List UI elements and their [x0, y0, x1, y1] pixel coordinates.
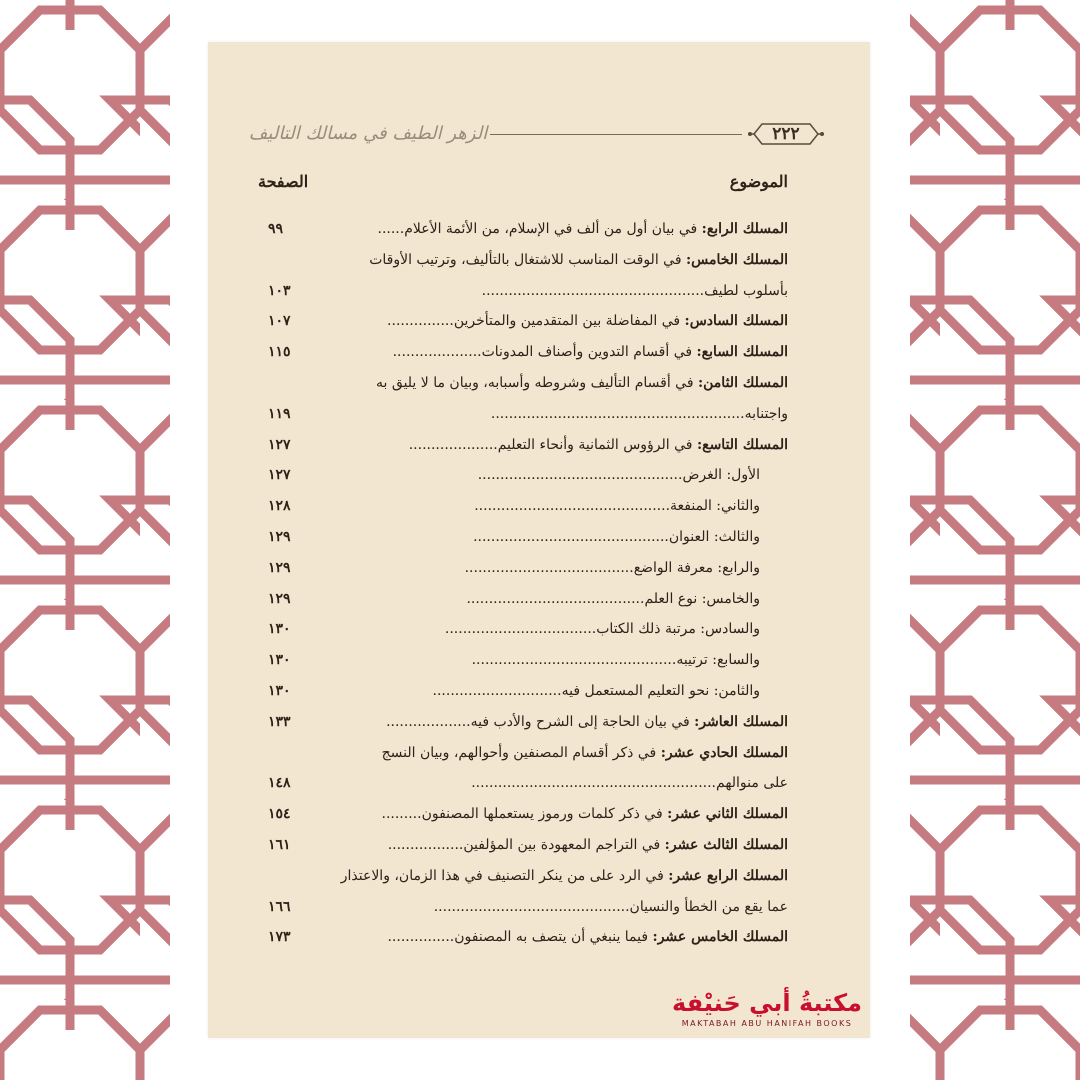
toc-entry-title	[471, 768, 788, 799]
toc-leader-dots: ....................	[408, 436, 498, 453]
toc-leader-dots: ..................................................	[481, 282, 705, 299]
toc-entry-title	[341, 861, 788, 892]
toc-entry-label: المسلك الثاني عشر:	[667, 806, 788, 823]
toc-page-number: ١٧٣	[268, 929, 291, 946]
toc-entry-title	[491, 399, 788, 430]
toc-entry-title	[393, 337, 788, 368]
toc-entry	[268, 614, 788, 645]
toc-entry	[268, 522, 788, 553]
toc-entry-label: المسلك التاسع:	[696, 436, 788, 453]
toc-entry	[268, 368, 788, 399]
toc-entry	[268, 306, 788, 337]
toc-entry-text: فيما ينبغي أن يتصف به المصنفون	[454, 929, 653, 946]
toc-entry	[268, 768, 788, 799]
toc-entry-title	[378, 214, 789, 245]
toc-entry-label: المسلك الرابع عشر:	[668, 867, 788, 884]
toc-entry-title	[369, 245, 788, 276]
toc-entry	[268, 214, 788, 245]
toc-entry-label: المسلك السادس:	[684, 313, 788, 330]
toc-entry	[268, 399, 788, 430]
toc-entry-title	[376, 368, 788, 399]
toc-page-number: ١٢٨	[268, 498, 291, 515]
toc-page-number: ١٢٩	[268, 590, 291, 607]
toc-leader-dots: ....................	[392, 344, 482, 361]
toc-entry-title	[433, 676, 760, 707]
toc-entry-label: المسلك السابع:	[696, 344, 788, 361]
column-headers	[258, 172, 788, 198]
header-rule	[490, 134, 742, 135]
toc-page-number: ١٣٣	[268, 713, 291, 730]
topic-column-header: الموضوع	[729, 172, 788, 191]
toc-entry	[268, 892, 788, 923]
toc-entry-title	[386, 707, 788, 738]
toc-entry-title	[409, 430, 788, 461]
toc-leader-dots: ............................................	[433, 898, 630, 915]
publisher-name-english: MAKTABAH ABU HANIFAH BOOKS	[681, 1019, 853, 1028]
toc-entry-title	[474, 491, 760, 522]
running-title: الزهر الطيف في مسالك التاليف	[248, 123, 488, 144]
toc-entry-label: المسلك الرابع:	[701, 221, 788, 237]
toc-entry-title	[388, 830, 788, 861]
right-geometric-pattern	[910, 0, 1080, 1080]
toc-leader-dots: ......................................	[464, 559, 634, 576]
toc-entry	[268, 922, 788, 953]
toc-entry	[268, 861, 788, 892]
publisher-name-arabic: مكتبةُ أبي حَنيْفة	[672, 989, 862, 1017]
toc-leader-dots: ..............................................	[477, 467, 683, 484]
toc-entry-text: في أقسام التدوين وأصناف المدونات	[481, 344, 697, 361]
table-of-contents	[268, 214, 788, 953]
toc-entry-text: في التراجم المعهودة بين المؤلفين	[463, 836, 665, 853]
toc-entry-text: في بيان الحاجة إلى الشرح والأدب فيه	[470, 713, 695, 730]
toc-entry-text: والثاني: المنفعة	[670, 498, 760, 515]
toc-page-number: ١٦١	[268, 836, 291, 853]
toc-page-number: ١٤٨	[268, 775, 291, 792]
toc-entry	[268, 707, 788, 738]
toc-entry-title	[472, 645, 760, 676]
publisher-logo	[672, 988, 862, 1030]
book-page	[208, 42, 870, 1038]
toc-entry-text: والخامس: نوع العلم	[644, 590, 760, 607]
toc-entry	[268, 645, 788, 676]
left-geometric-pattern	[0, 0, 170, 1080]
toc-entry-text: والسادس: مرتبة ذلك الكتاب	[596, 621, 760, 638]
toc-entry	[268, 491, 788, 522]
toc-entry-text: والرابع: معرفة الواضع	[633, 559, 760, 576]
toc-entry-text: في بيان أول من ألف في الإسلام، من الأئمة الأعلام	[404, 221, 702, 237]
toc-page-number: ١٠٧	[268, 313, 291, 330]
page-number-ornament	[746, 120, 826, 148]
toc-entry-label: المسلك الخامس:	[685, 251, 788, 268]
toc-leader-dots: ............................................	[473, 528, 669, 545]
toc-leader-dots: ...............	[387, 929, 455, 946]
toc-page-number: ١٣٠	[268, 621, 291, 638]
toc-entry	[268, 799, 788, 830]
toc-entry-title	[387, 922, 788, 953]
toc-entry	[268, 830, 788, 861]
toc-entry	[268, 245, 788, 276]
toc-page-number: ١٠٣	[268, 282, 291, 299]
toc-entry-text: على منوالهم	[716, 775, 788, 792]
toc-entry-text: في ذكر كلمات ورموز يستعملها المصنفون	[421, 806, 668, 823]
toc-entry-title	[466, 584, 760, 615]
toc-entry-text: والثالث: العنوان	[668, 528, 760, 545]
toc-entry-text: في أقسام التأليف وشروطه وأسبابه، وبيان ما لا يليق به	[376, 374, 698, 391]
toc-entry-text: الأول: الغرض	[682, 467, 760, 484]
toc-entry	[268, 460, 788, 491]
toc-entry-title	[473, 522, 760, 553]
toc-page-number: ١٣٠	[268, 682, 291, 699]
toc-entry	[268, 584, 788, 615]
toc-entry-text: في المفاضلة بين المتقدمين والمتأخرين	[453, 313, 685, 330]
toc-entry-title	[434, 892, 788, 923]
page-header	[248, 120, 830, 150]
page-number: ٢٢٢	[772, 124, 800, 144]
toc-entry-text: واجتنابه	[744, 405, 788, 422]
toc-entry-title	[482, 276, 788, 307]
toc-entry	[268, 276, 788, 307]
toc-leader-dots: ......	[377, 221, 405, 237]
toc-entry-label: المسلك الحادي عشر:	[660, 744, 788, 761]
toc-entry	[268, 430, 788, 461]
toc-entry-title	[478, 460, 760, 491]
toc-entry-text: في ذكر أقسام المصنفين وأحوالهم، وبيان النسج	[381, 744, 661, 761]
toc-page-number: ١٢٧	[268, 467, 291, 484]
toc-entry-title	[445, 614, 760, 645]
toc-entry-label: المسلك الثامن:	[697, 374, 788, 391]
toc-leader-dots: ............................................	[474, 498, 671, 515]
toc-entry-text: والثامن: نحو التعليم المستعمل فيه	[561, 682, 760, 699]
toc-entry-text: في الرؤوس الثمانية وأنحاء التعليم	[497, 436, 697, 453]
toc-entry-title	[387, 306, 788, 337]
toc-leader-dots: ...............	[387, 313, 454, 330]
toc-entry-label: المسلك الثالث عشر:	[664, 836, 788, 853]
toc-entry-title	[382, 799, 789, 830]
toc-entry	[268, 676, 788, 707]
toc-leader-dots: .........	[381, 806, 422, 823]
toc-page-number: ٩٩	[268, 221, 284, 237]
toc-entry-label: المسلك العاشر:	[694, 713, 788, 730]
toc-entry-text: بأسلوب لطيف	[704, 282, 788, 299]
toc-page-number: ١٦٦	[268, 898, 291, 915]
toc-page-number: ١٣٠	[268, 652, 291, 669]
page-column-header: الصفحة	[258, 172, 309, 191]
toc-page-number: ١١٩	[268, 405, 291, 422]
toc-leader-dots: ..................................	[444, 621, 597, 638]
toc-page-number: ١٥٤	[268, 806, 291, 823]
toc-leader-dots: .......................................................	[471, 775, 716, 792]
toc-entry	[268, 738, 788, 769]
toc-page-number: ١١٥	[268, 344, 291, 361]
toc-leader-dots: .........................................................	[490, 405, 745, 422]
toc-page-number: ١٢٩	[268, 559, 291, 576]
toc-entry-text: والسابع: ترتيبه	[676, 652, 760, 669]
toc-leader-dots: .............................	[432, 682, 562, 699]
toc-page-number: ١٢٩	[268, 528, 291, 545]
toc-entry-title	[382, 738, 788, 769]
toc-entry	[268, 553, 788, 584]
toc-entry	[268, 337, 788, 368]
toc-leader-dots: ........................................	[466, 590, 645, 607]
toc-entry-title	[465, 553, 760, 584]
toc-page-number: ١٢٧	[268, 436, 291, 453]
toc-leader-dots: ...................	[386, 713, 471, 730]
toc-leader-dots: .................	[387, 836, 464, 853]
toc-leader-dots: ..............................................	[471, 652, 677, 669]
toc-entry-label: المسلك الخامس عشر:	[652, 929, 788, 946]
toc-entry-text: في الوقت المناسب للاشتغال بالتأليف، وترتيب الأوقات	[369, 251, 686, 268]
toc-entry-text: في الرد على من ينكر التصنيف في هذا الزمان، والاعتذار	[340, 867, 669, 884]
toc-entry-text: عما يقع من الخطأ والنسيان	[629, 898, 788, 915]
